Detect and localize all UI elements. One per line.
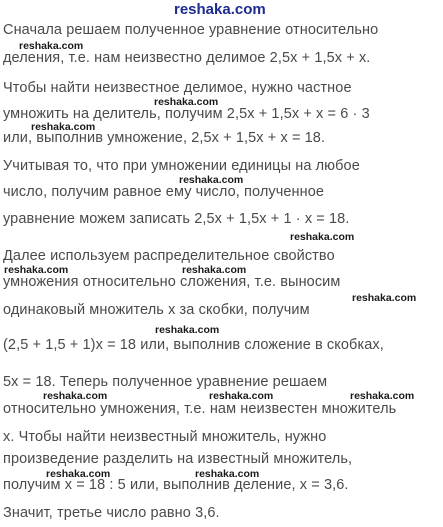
text-line-16: произведение разделить на известный множитель,: [3, 451, 353, 467]
watermark: reshaka.com: [350, 390, 415, 402]
text-line-13: 5x = 18. Теперь полученное уравнение решаем: [3, 374, 328, 390]
text-line-11: одинаковый множитель x за скобки, получим: [3, 302, 310, 318]
text-line-7: число, получим равное ему число, полученное: [3, 184, 325, 200]
text-line-12: (2,5 + 1,5 + 1)x = 18 или, выполнив сложение в скобках,: [3, 337, 384, 353]
text-line-17: получим x = 18 : 5 или, выполнив деление, x = 3,6.: [3, 477, 349, 493]
text-line-14: относительно умножения, т.е. нам неизвестен множитель: [3, 401, 397, 417]
text-line-10: умножения относительно сложения, т.е. выносим: [3, 274, 341, 290]
watermark: reshaka.com: [4, 264, 69, 276]
text-line-4: умножить на делитель, получим 2,5x + 1,5x + x = 6 · 3: [3, 106, 370, 122]
text-line-3: Чтобы найти неизвестное делимое, нужно частное: [3, 80, 352, 96]
text-line-15: x. Чтобы найти неизвестный множитель, нужно: [3, 429, 327, 445]
watermark: reshaka.com: [154, 96, 219, 108]
watermark: reshaka.com: [209, 390, 274, 402]
watermark: reshaka.com: [290, 231, 355, 243]
text-line-8: уравнение можем записать 2,5x + 1,5x + 1 · x = 18.: [3, 211, 350, 227]
watermark: reshaka.com: [46, 468, 111, 480]
text-line-9: Далее используем распределительное свойство: [3, 248, 335, 264]
text-line-5: или, выполнив умножение, 2,5x + 1,5x + x = 18.: [3, 130, 326, 146]
text-line-1: Сначала решаем полученное уравнение относительно: [3, 22, 379, 38]
text-line-6: Учитывая то, что при умножении единицы на любое: [3, 158, 360, 174]
text-line-18: Значит, третье число равно 3,6.: [3, 505, 220, 521]
watermark: reshaka.com: [31, 121, 96, 133]
watermark: reshaka.com: [352, 292, 417, 304]
site-watermark-top: reshaka.com: [174, 1, 266, 18]
watermark: reshaka.com: [195, 468, 260, 480]
watermark: reshaka.com: [179, 174, 244, 186]
watermark: reshaka.com: [155, 324, 220, 336]
watermark: reshaka.com: [43, 390, 108, 402]
text-line-2: деления, т.е. нам неизвестно делимое 2,5x + 1,5x + x.: [3, 50, 371, 66]
watermark: reshaka.com: [19, 40, 84, 52]
watermark: reshaka.com: [182, 264, 247, 276]
